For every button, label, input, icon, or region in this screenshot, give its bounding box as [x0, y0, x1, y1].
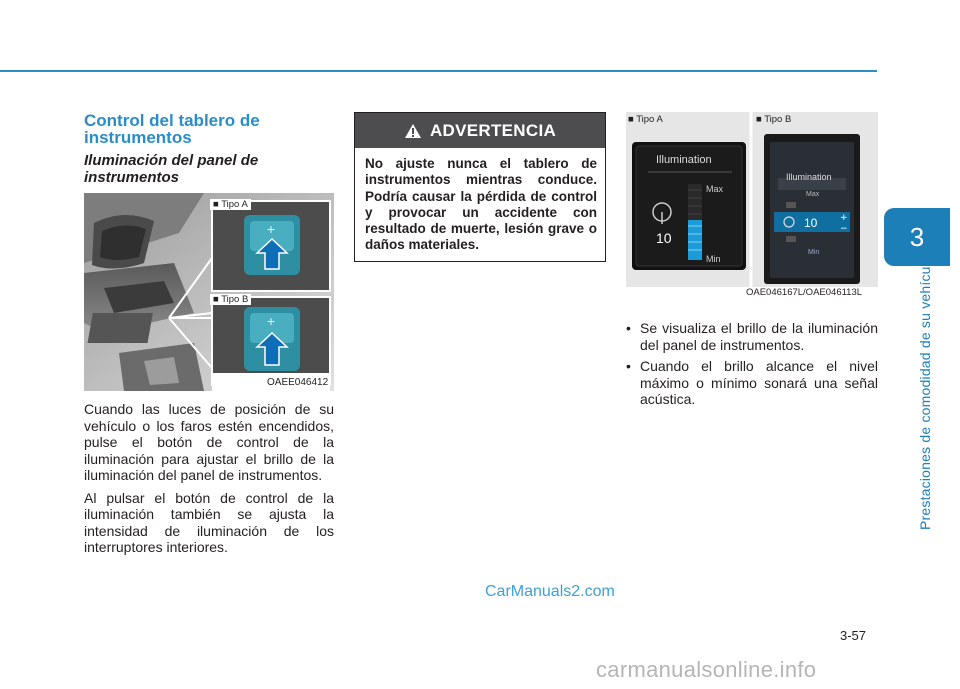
svg-text:+: +: [840, 213, 848, 223]
warning-header: [355, 113, 605, 148]
svg-text:+: +: [266, 223, 276, 236]
warning-triangle-icon: [404, 123, 422, 139]
figure2-label-tipo-a: ■ Tipo A: [628, 114, 663, 125]
svg-text:+: +: [266, 315, 276, 328]
figure1-label-tipo-a: ■ Tipo A: [210, 199, 251, 210]
body-text: [84, 401, 334, 562]
type-b-value: 10: [804, 216, 818, 230]
page-number: 3-57: [840, 628, 867, 643]
bullet-item-2: • Cuando el brillo alcance el nivel máximo o mínimo sonará una señal acústica.: [626, 358, 878, 408]
type-a-value: 10: [656, 230, 672, 246]
type-b-max-label: Max: [806, 191, 820, 198]
type-b-screen-title: Illumination: [786, 172, 832, 182]
cluster-drawing: [626, 112, 878, 298]
dashboard-illustration: [84, 193, 334, 391]
figure2-label-tipo-b: ■ Tipo B: [756, 114, 792, 125]
figure1-label-tipo-b: ■ Tipo B: [210, 294, 251, 305]
type-a-max-label: Max: [706, 184, 724, 194]
subsection-title: Iluminación del panel de instrumentos: [84, 152, 259, 186]
figure2-code: OAE046167L/OAE046113L: [746, 287, 863, 298]
type-b-min-label: Min: [808, 249, 820, 256]
type-a-screen-title: Illumination: [656, 154, 712, 166]
warning-box: [354, 112, 606, 262]
body-paragraph-1: Cuando las luces de posición de su vehículo o los faros estén encendidos, pulse el botón de control de la iluminación para ajustar el brillo de la iluminación del panel de instrumentos.: [84, 401, 334, 483]
section-title: Control del tablero de instrumentos: [84, 111, 260, 147]
cluster-illustration: [626, 112, 878, 298]
warning-text: No ajuste nunca el tablero de instrumentos mientras conduce. Podría causar la pérdida de control y provocar un accidente con resultado de muerte, lesión grave o daños materiales.: [365, 156, 597, 253]
dashboard-drawing: [84, 193, 334, 391]
watermark-carmanualsonline[interactable]: carmanualsonline.info: [596, 657, 817, 682]
bullet-item-1: • Se visualiza el brillo de la iluminación del panel de instrumentos.: [626, 320, 878, 353]
bullet-list: [626, 320, 878, 413]
figure1-code: OAEE046412: [267, 377, 329, 388]
warning-title: ADVERTENCIA: [429, 120, 557, 140]
body-paragraph-2: Al pulsar el botón de control de la iluminación también se ajusta la intensidad de iluminación de los interruptores interiores.: [84, 489, 334, 555]
header-rule: [0, 70, 877, 72]
chapter-number: 3: [909, 221, 925, 252]
svg-text:−: −: [840, 224, 848, 234]
watermark-carmanuals2[interactable]: CarManuals2.com: [485, 583, 615, 600]
type-a-min-label: Min: [706, 254, 721, 264]
chapter-title-text: Prestaciones de comodidad de su vehículo: [917, 255, 933, 530]
